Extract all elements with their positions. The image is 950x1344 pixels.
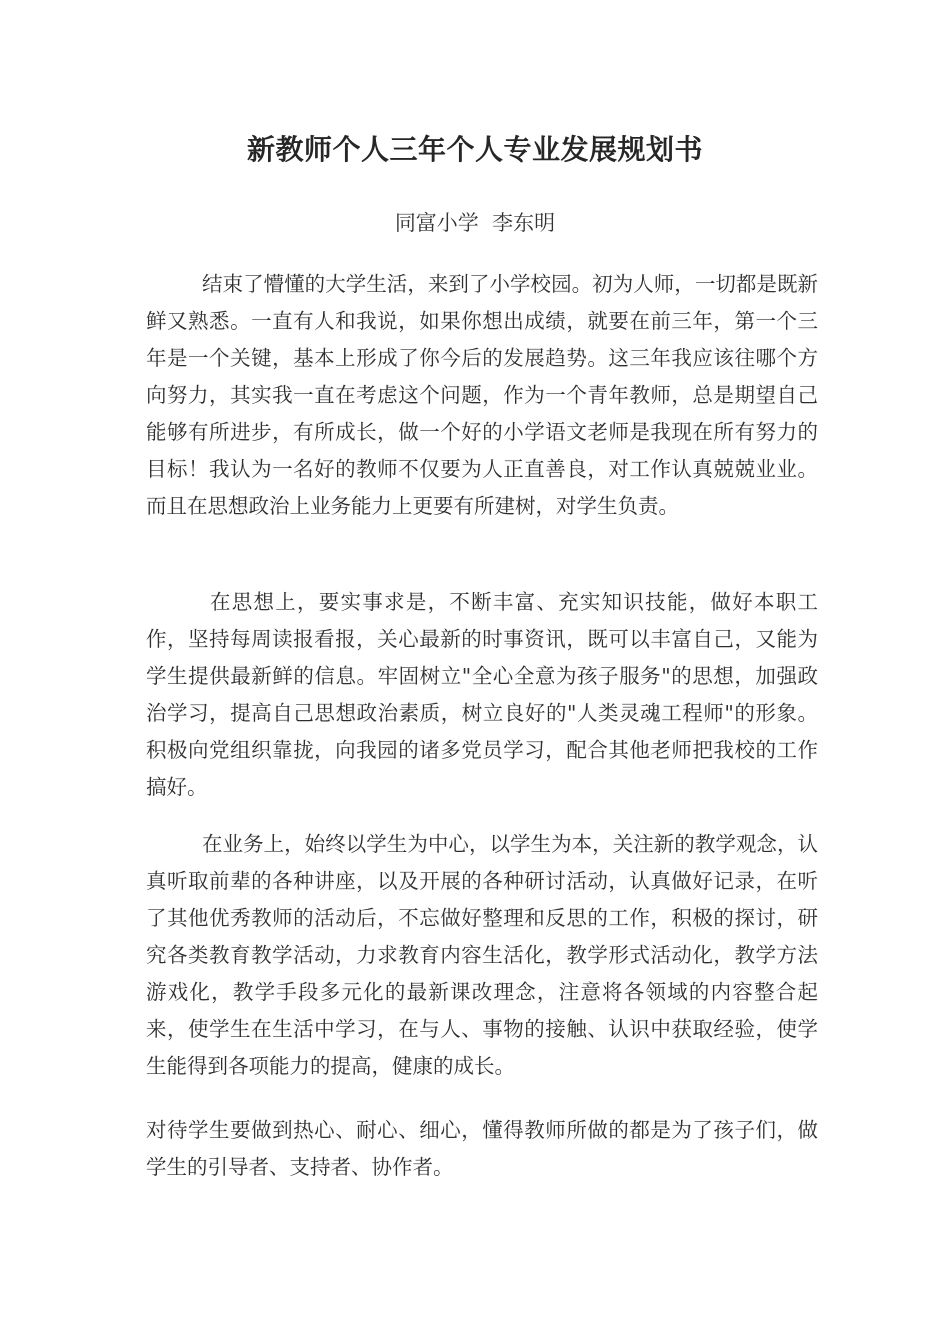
paragraph-students: 对待学生要做到热心、耐心、细心，懂得教师所做的都是为了孩子们，做学生的引导者、支持者、协作者。 — [146, 1118, 818, 1179]
paragraph-ideology: 在思想上，要实事求是，不断丰富、充实知识技能，做好本职工作，坚持每周读报看报，关心最新的时事资讯，既可以丰富自己，又能为学生提供最新鲜的信息。牢固树立"全心全意为孩子服务"的思想，加强政治学习，提高自己思想政治素质，树立良好的"人类灵魂工程师"的形象。积极向党组织靠拢，向我园的诸多党员学习，配合其他老师把我校的工作搞好。 — [146, 590, 818, 799]
document-title: 新教师个人三年个人专业发展规划书 — [246, 133, 703, 166]
author-byline: 同富小学 李东明 — [394, 211, 556, 235]
paragraph-professional: 在业务上，始终以学生为中心，以学生为本，关注新的教学观念，认真听取前辈的各种讲座，以及开展的各种研讨活动，认真做好记录，在听了其他优秀教师的活动后，不忘做好整理和反思的工作，积极的探讨，研究各类教育教学活动，力求教育内容生活化，教学形式活动化，教学方法游戏化，教学手段多元化的最新课改理念，注意将各领域的内容整合起来，使学生在生活中学习，在与人、事物的接触、认识中获取经验，使学生能得到各项能力的提高，健康的成长。 — [146, 832, 818, 1078]
paragraph-intro: 结束了懵懂的大学生活，来到了小学校园。初为人师，一切都是既新鲜又熟悉。一直有人和我说，如果你想出成绩，就要在前三年，第一个三年是一个关键，基本上形成了你今后的发展趋势。这三年我应该往哪个方向努力，其实我一直在考虑这个问题，作为一个青年教师，总是期望自己能够有所进步，有所成长，做一个好的小学语文老师是我现在所有努力的目标！我认为一名好的教师不仅要为人正直善良，对工作认真兢兢业业。而且在思想政治上业务能力上更要有所建树，对学生负责。 — [146, 272, 818, 518]
